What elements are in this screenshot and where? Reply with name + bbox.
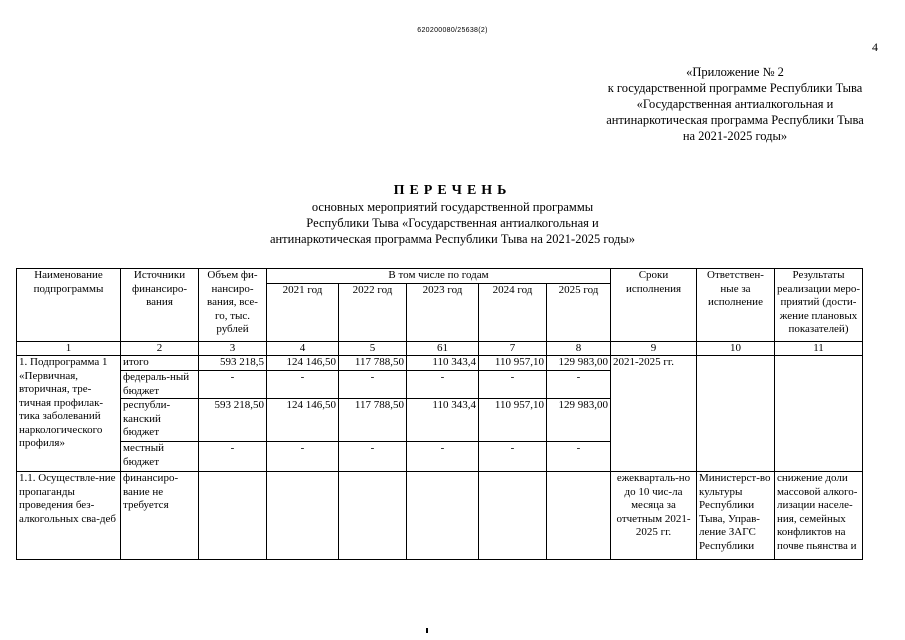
year-value: -	[479, 442, 547, 472]
table-row	[17, 356, 863, 371]
year-value: -	[339, 442, 407, 472]
year-value: -	[339, 371, 407, 399]
column-number: 4	[267, 341, 339, 356]
header-volume: Объем фи-нансиро-вания, все-го, тыс. рублей	[199, 269, 267, 342]
year-value	[267, 472, 339, 560]
subprogram-name: 1. Подпрограмма 1 «Первичная, вторичная, тре-тичная профилак-тика заболеваний наркологического профиля»	[17, 356, 121, 472]
volume-cell: -	[199, 442, 267, 472]
source-cell: федераль-ный бюджет	[121, 371, 199, 399]
header-year: 2021 год	[267, 283, 339, 341]
table-row	[17, 472, 863, 560]
activity-name: 1.1. Осуществле-ние пропаганды проведения без-алкогольных сва-деб	[17, 472, 121, 560]
title-line: антинаркотическая программа Республики Тыва на 2021-2025 годы»	[269, 232, 636, 246]
year-value: -	[407, 442, 479, 472]
year-value: -	[479, 371, 547, 399]
year-value: -	[547, 371, 611, 399]
activities-table	[16, 268, 863, 560]
year-value: 110 957,10	[479, 399, 547, 442]
year-value: 129 983,00	[547, 356, 611, 371]
appendix-line: на 2021-2025 годы»	[682, 129, 788, 143]
term-cell: ежекварталь-но до 10 чис-ла месяца за отчетным 2021-2025 гг.	[611, 472, 697, 560]
column-number: 61	[407, 341, 479, 356]
header-year: 2024 год	[479, 283, 547, 341]
volume-cell: 593 218,5	[199, 356, 267, 371]
year-value: 117 788,50	[339, 399, 407, 442]
year-value: 110 343,4	[407, 399, 479, 442]
year-value	[479, 472, 547, 560]
column-number: 5	[339, 341, 407, 356]
year-value: 129 983,00	[547, 399, 611, 442]
appendix-line: к государственной программе Республики Тыва	[607, 81, 863, 95]
year-value: -	[407, 371, 479, 399]
term-cell: 2021-2025 гг.	[611, 356, 697, 472]
column-number: 11	[775, 341, 863, 356]
source-cell: республи-канский бюджет	[121, 399, 199, 442]
responsible-cell: Министерст-во культуры Республики Тыва, Управ-ление ЗАГС Республики	[697, 472, 775, 560]
volume-cell: 593 218,50	[199, 399, 267, 442]
column-number: 10	[697, 341, 775, 356]
page-number: 4	[872, 40, 878, 54]
header-terms: Сроки исполнения	[611, 269, 697, 342]
header-sources: Источники финансиро-вания	[121, 269, 199, 342]
result-cell: снижение доли массовой алкого-лизации населе-ния, семейных конфликтов на почве пьянства и	[775, 472, 863, 560]
header-results: Результаты реализации меро-приятий (дости-жение плановых показателей)	[775, 269, 863, 342]
header-responsible: Ответствен-ные за исполнение	[697, 269, 775, 342]
header-year: 2023 год	[407, 283, 479, 341]
column-number: 9	[611, 341, 697, 356]
year-value: 110 957,10	[479, 356, 547, 371]
volume-cell	[199, 472, 267, 560]
year-value: 124 146,50	[267, 356, 339, 371]
appendix-line: «Приложение № 2	[686, 65, 784, 79]
title-line: Республики Тыва «Государственная антиалкогольная и	[306, 216, 599, 230]
header-name: Наименование подпрограммы	[17, 269, 121, 342]
year-value: 117 788,50	[339, 356, 407, 371]
year-value: -	[267, 371, 339, 399]
source-cell: итого	[121, 356, 199, 371]
appendix-line: «Государственная антиалкогольная и	[636, 97, 834, 111]
volume-cell: -	[199, 371, 267, 399]
column-number: 7	[479, 341, 547, 356]
result-cell	[775, 356, 863, 472]
year-value	[407, 472, 479, 560]
document-title	[0, 183, 905, 247]
header-year: 2022 год	[339, 283, 407, 341]
appendix-line: антинаркотическая программа Республики Тыва	[606, 113, 864, 127]
scan-mark	[426, 628, 428, 633]
responsible-cell	[697, 356, 775, 472]
source-cell: местный бюджет	[121, 442, 199, 472]
column-number: 1	[17, 341, 121, 356]
year-value: -	[547, 442, 611, 472]
year-value	[547, 472, 611, 560]
document-code: 620200080/25638(2)	[417, 27, 488, 34]
title-main: ПЕРЕЧЕНЬ	[393, 183, 512, 198]
column-number-row	[17, 341, 863, 356]
header-by-years: В том числе по годам	[267, 269, 611, 284]
column-number: 3	[199, 341, 267, 356]
year-value: 110 343,4	[407, 356, 479, 371]
title-line: основных мероприятий государственной программы	[311, 200, 594, 214]
year-value: -	[267, 442, 339, 472]
column-number: 2	[121, 341, 199, 356]
appendix-header	[540, 64, 905, 144]
source-cell: финансиро-вание не требуется	[121, 472, 199, 560]
column-number: 8	[547, 341, 611, 356]
year-value: 124 146,50	[267, 399, 339, 442]
year-value	[339, 472, 407, 560]
header-year: 2025 год	[547, 283, 611, 341]
